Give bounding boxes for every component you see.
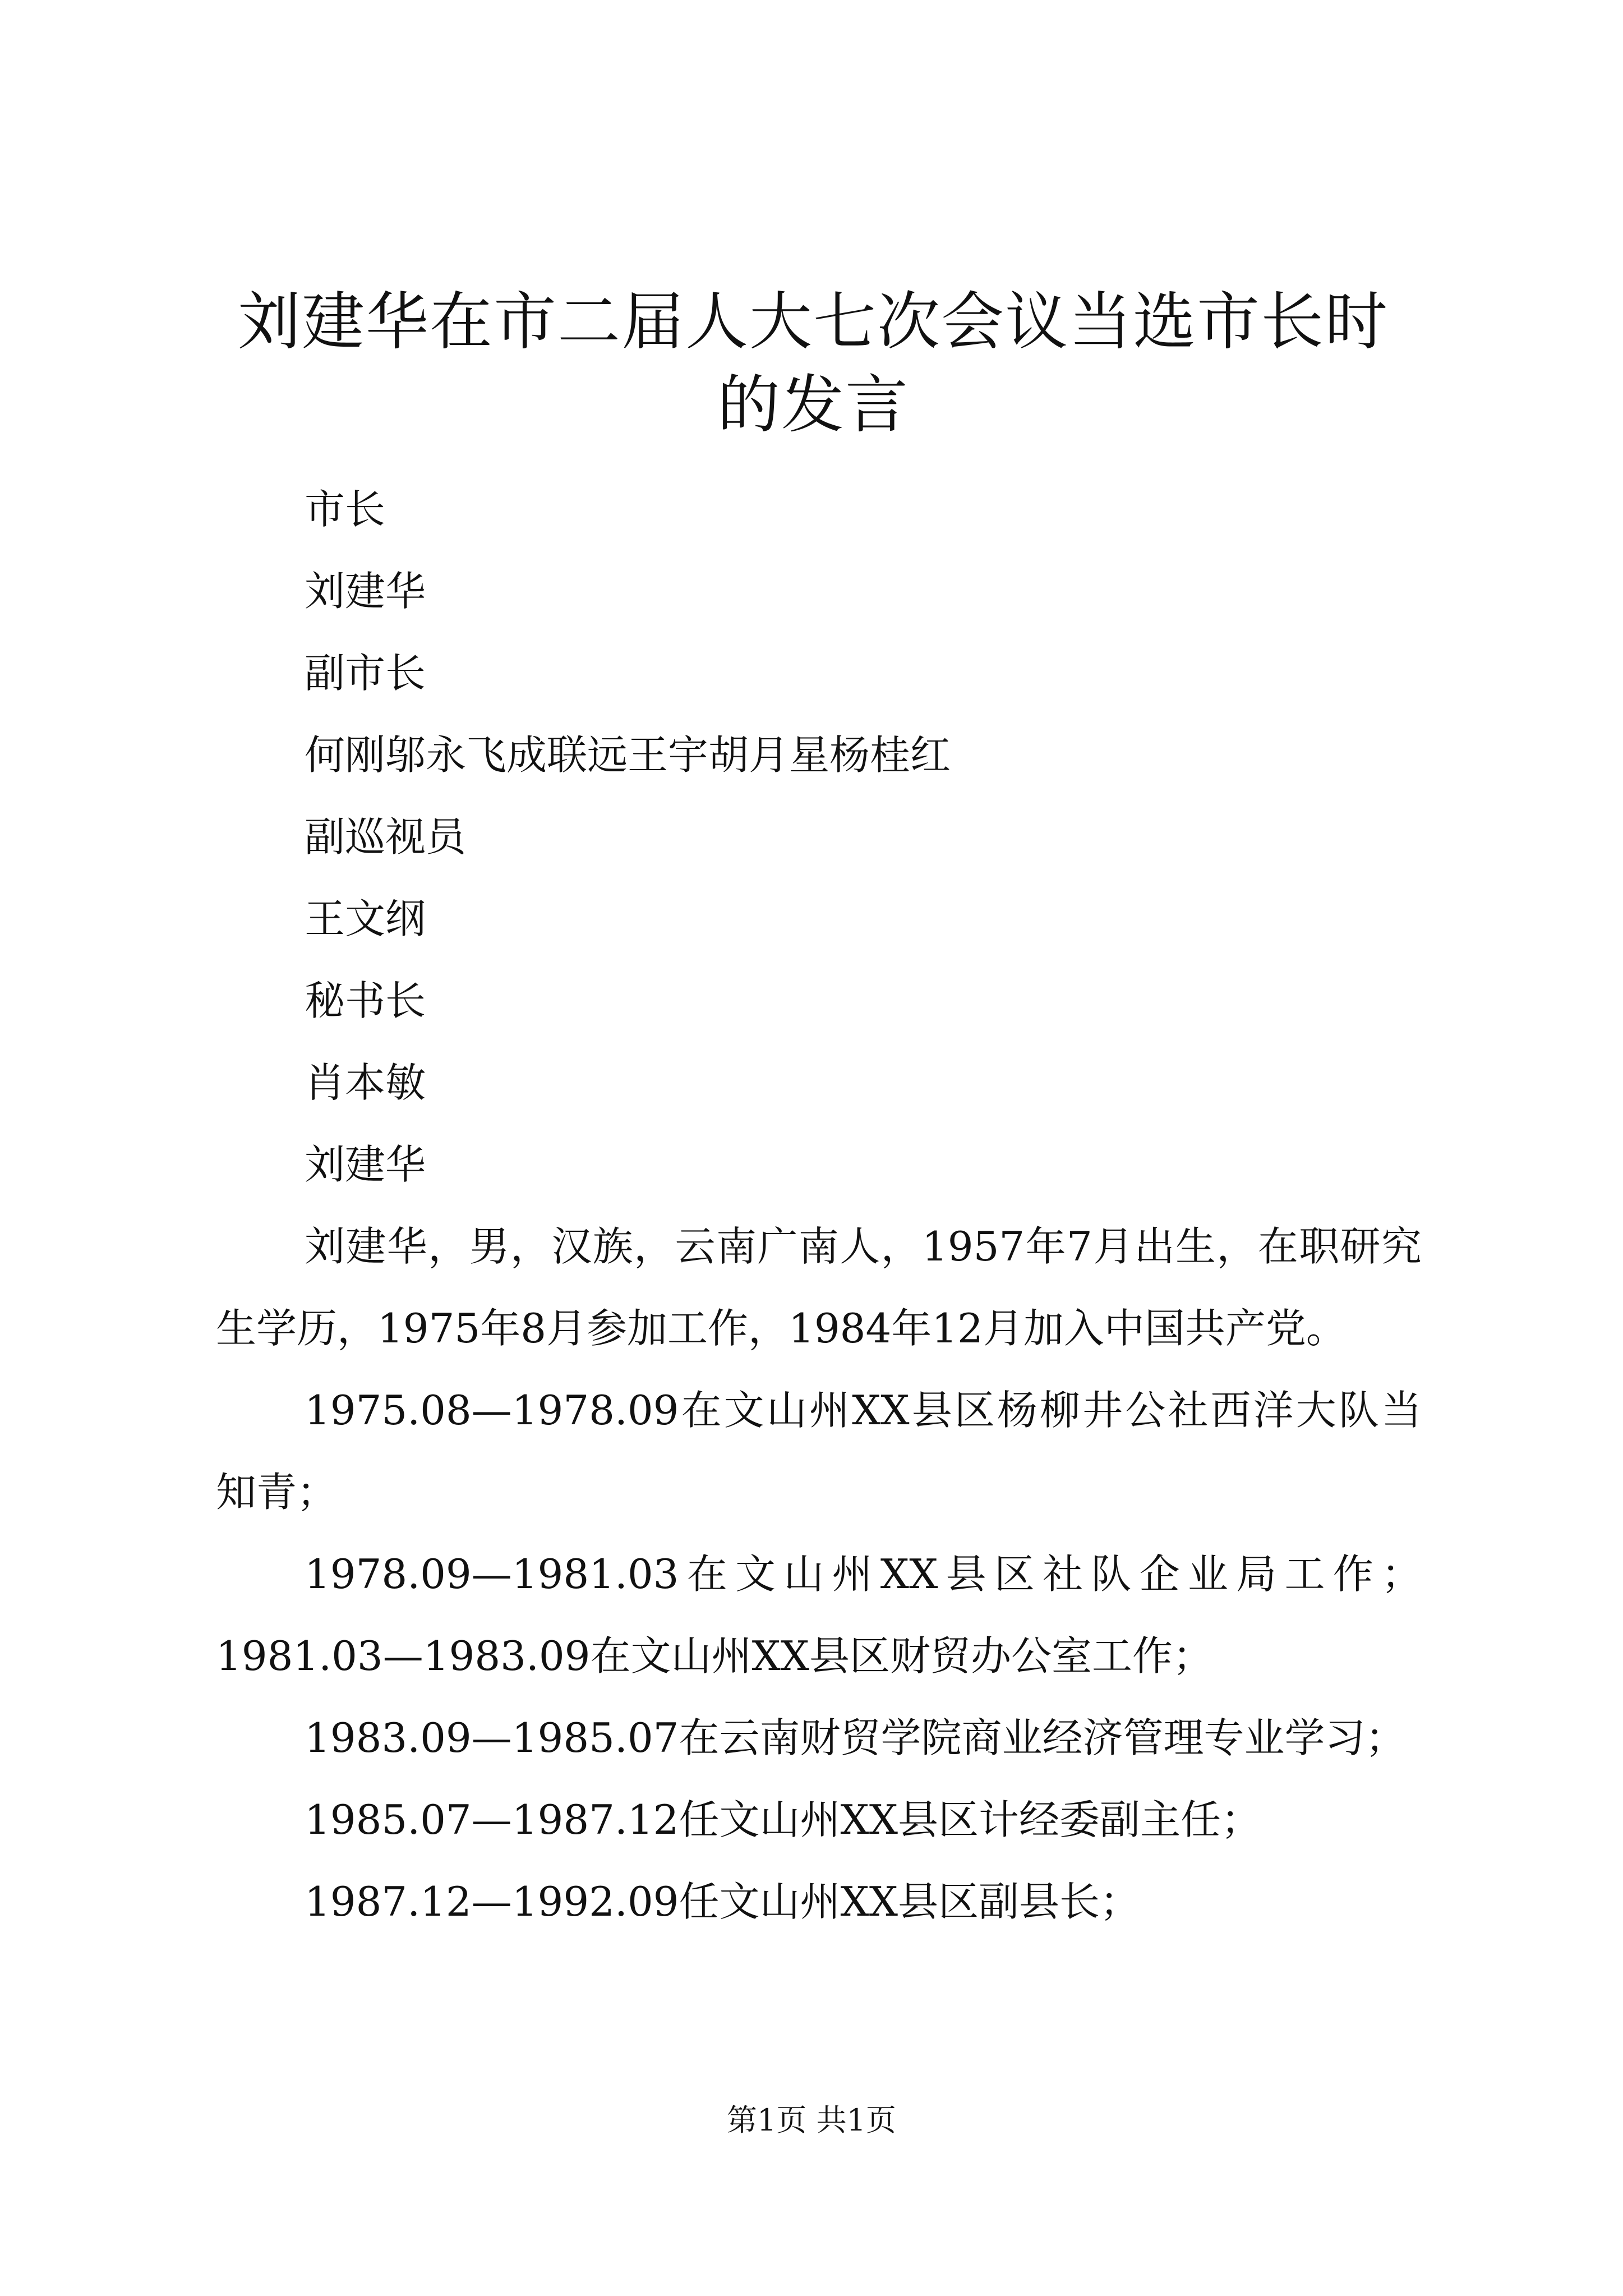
text-line: 刘建华 bbox=[305, 1141, 426, 1188]
page-footer: 第1页 共1页 bbox=[727, 2102, 896, 2138]
text-line: 王文纲 bbox=[305, 895, 426, 942]
career-paragraph: 1978.09—1981.03在文山州XX县区社队企业局工作；1981.03—1983.09在文山州XX县区财贸办公室工作； bbox=[216, 1550, 1422, 1680]
text-line: 刘建华 bbox=[305, 568, 426, 615]
text-line: 何刚邬永飞成联远王宇胡月星杨桂红 bbox=[305, 731, 951, 779]
career-paragraph: 1987.12—1992.09任文山州XX县区副县长； bbox=[305, 1878, 1140, 1925]
career-paragraph: 1975.08—1978.09在文山州XX县区杨柳井公社西洋大队当知青； bbox=[216, 1387, 1422, 1516]
text-line: 副巡视员 bbox=[305, 813, 467, 861]
bio-paragraph: 刘建华，男，汉族，云南广南人，1957年7月出生，在职研究生学历，1975年8月参加工作，1984年12月加入中国共产党。 bbox=[216, 1223, 1422, 1352]
text-line: 肖本敏 bbox=[305, 1059, 426, 1106]
document-body bbox=[216, 468, 1422, 1943]
document-title: 刘建华在市二届人大七次会议当选市长时的发言 bbox=[238, 286, 1389, 441]
text-line: 秘书长 bbox=[305, 977, 426, 1024]
career-paragraph: 1983.09—1985.07在云南财贸学院商业经济管理专业学习； bbox=[305, 1714, 1406, 1761]
text-line: 市长 bbox=[305, 486, 386, 533]
text-line: 副市长 bbox=[305, 650, 426, 697]
career-paragraph: 1985.07—1987.12任文山州XX县区计经委副主任； bbox=[305, 1796, 1261, 1843]
